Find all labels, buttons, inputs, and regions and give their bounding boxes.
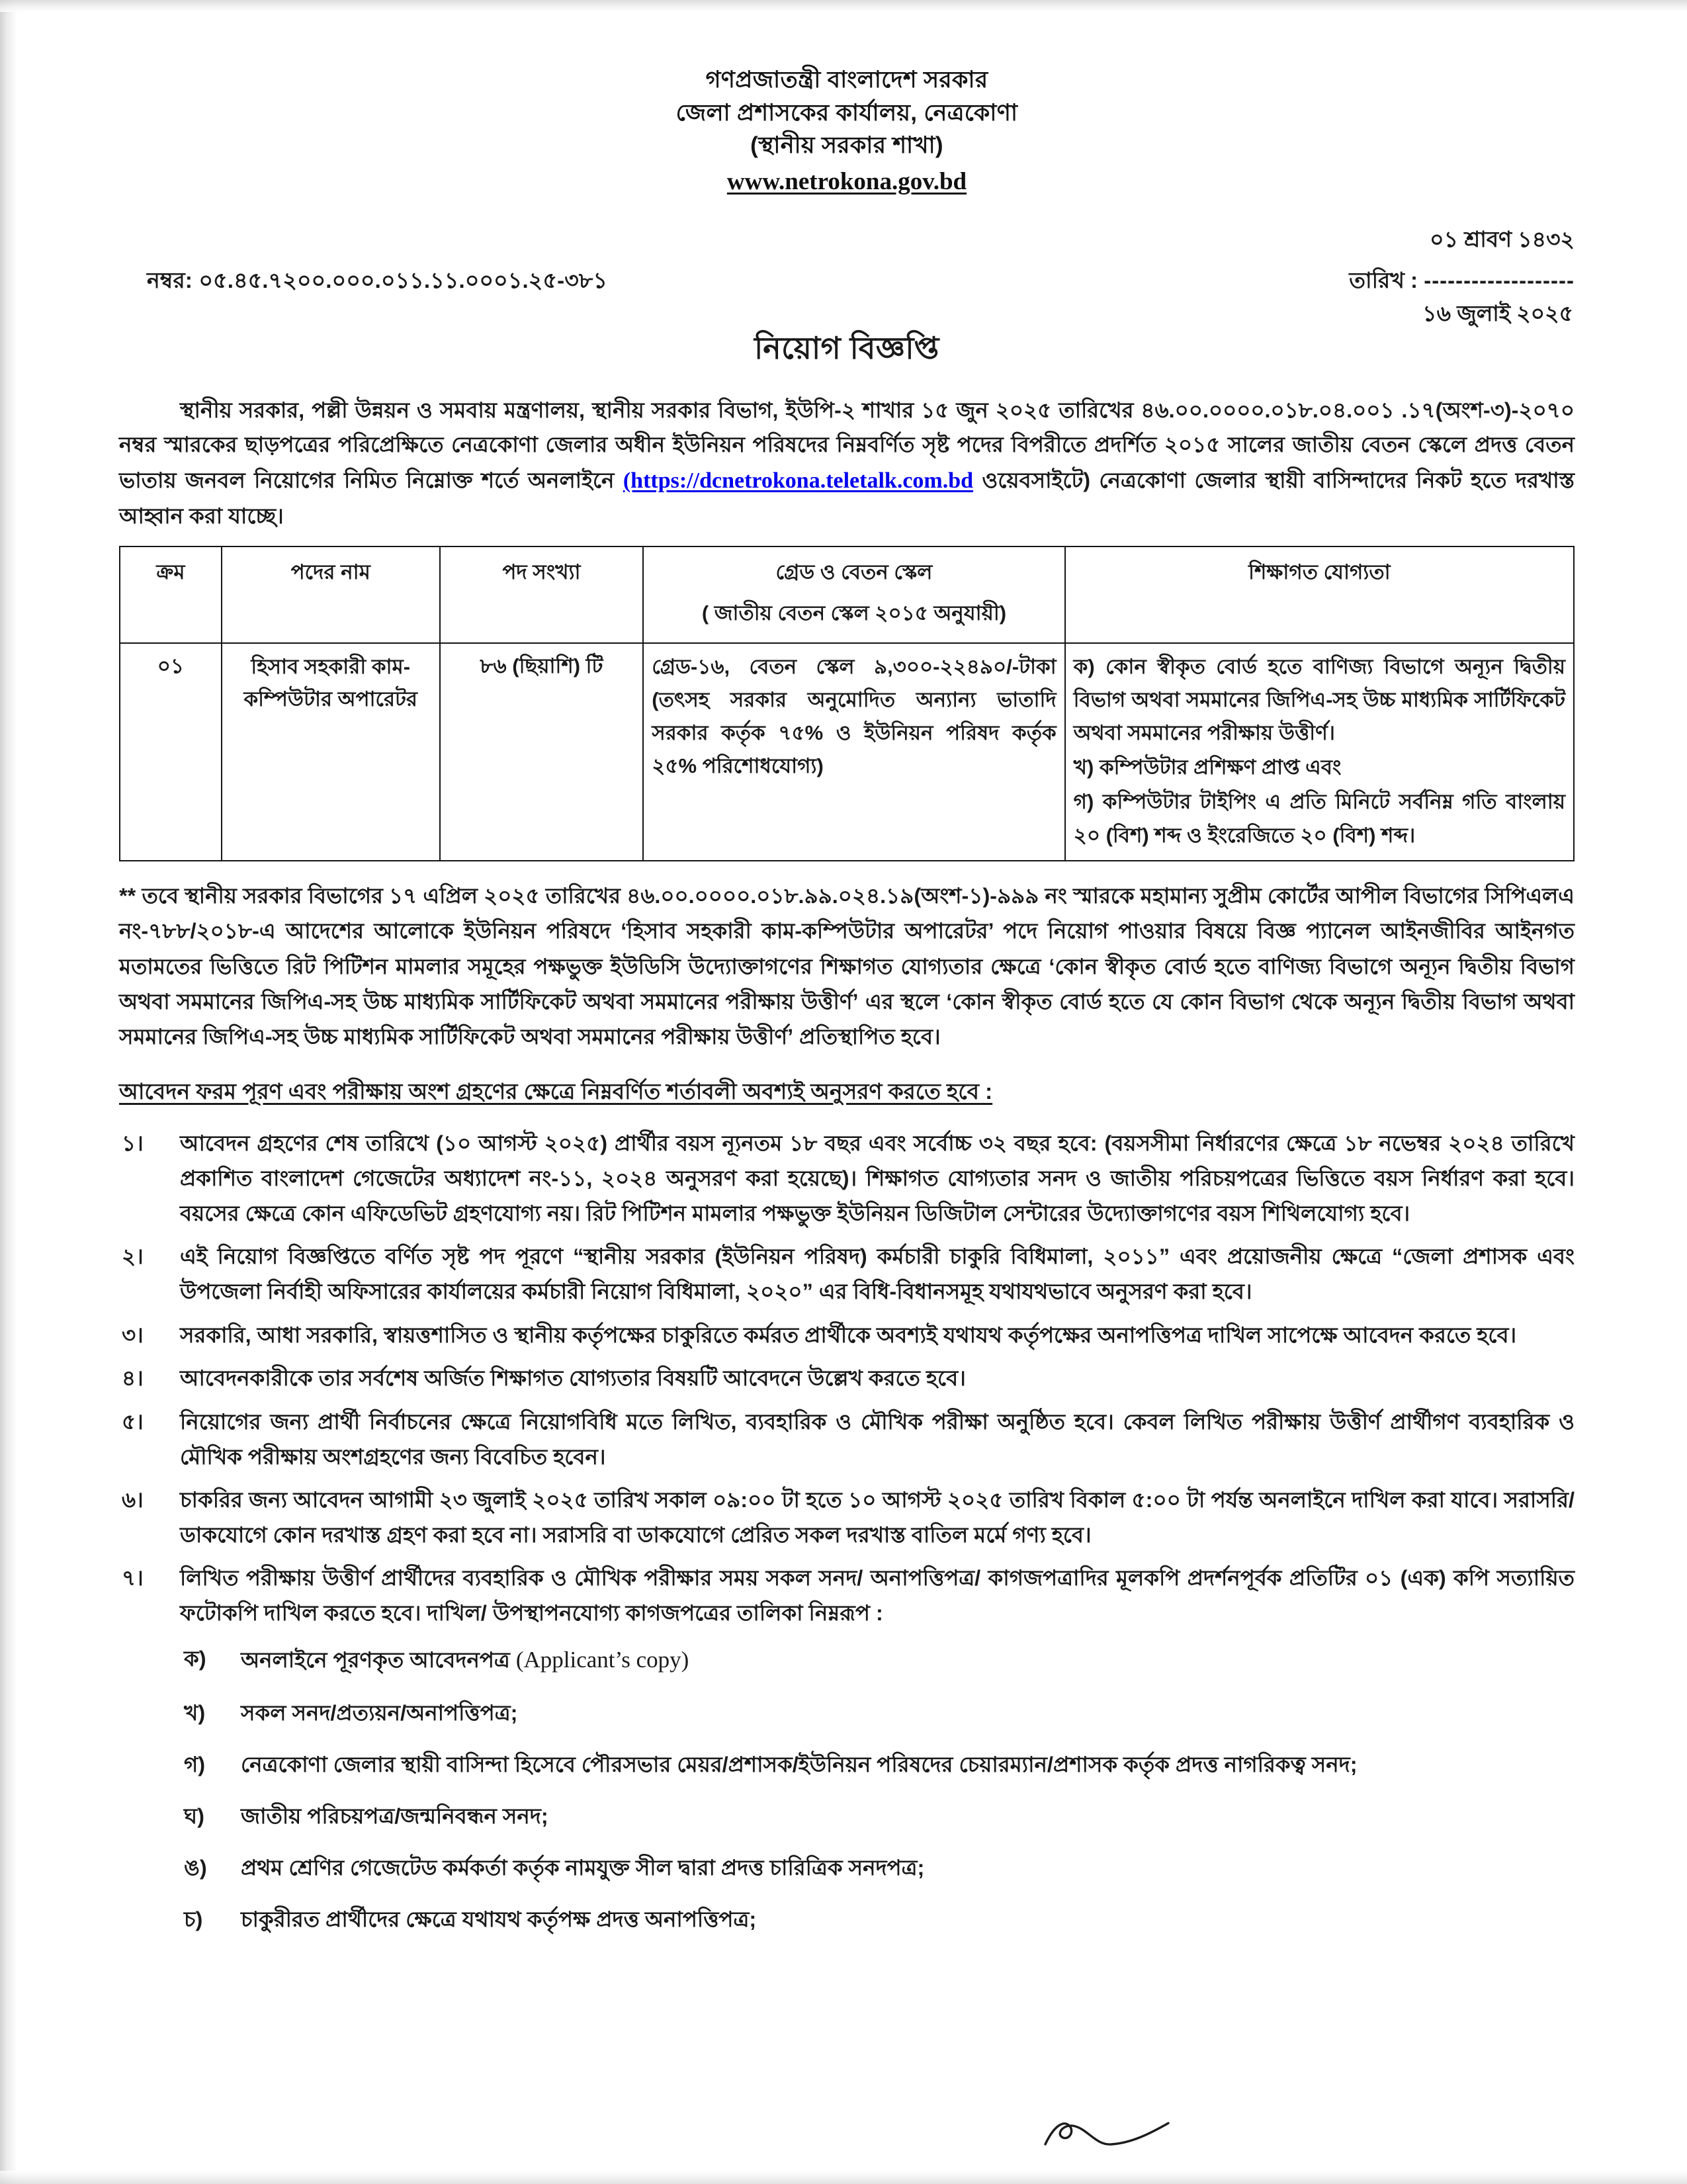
- bangla-calendar-date: ০১ শ্রাবণ ১৪৩২: [1430, 226, 1575, 251]
- memo-date-row: [119, 222, 1575, 326]
- document-item-b: [180, 1696, 1575, 1730]
- document-marker-a: ক): [184, 1646, 206, 1671]
- letterhead-website-link[interactable]: www.netrokona.gov.bd: [726, 168, 967, 196]
- condition-marker-5: ৫।: [122, 1409, 144, 1434]
- condition-marker-2: ২।: [122, 1245, 144, 1269]
- document-text-e: প্রথম শ্রেণির গেজেটেড কর্মকর্তা কর্তৃক নামযুক্ত সীল দ্বারা প্রদত্ত চারিত্রিক সনদপত্র;: [241, 1855, 925, 1880]
- document-text-c: নেত্রকোণা জেলার স্থায়ী বাসিন্দা হিসেবে পৌরসভার মেয়র/প্রশাসক/ইউনিয়ন পরিষদের চেয়ারম্যান/প্রশাসক কর্তৃক প্রদত্ত নাগরিকত্ব সনদ;: [241, 1752, 1358, 1776]
- condition-bold-1: রিট পিটিশন মামলার পক্ষভুক্ত ইউনিয়ন ডিজিটাল সেন্টারের উদ্যোক্তাগণের বয়স শিথিলযোগ্য হবে।: [586, 1201, 1410, 1225]
- cell-post-count: ৮৬ (ছিয়াশি) টি: [440, 643, 644, 861]
- conditions-list: [119, 1126, 1575, 1936]
- condition-text-4: আবেদনকারীকে তার সর্বশেষ অর্জিত শিক্ষাগত যোগ্যতার বিষয়টি আবেদনে উল্লেখ করতে হবে।: [180, 1366, 966, 1391]
- document-text-a: অনলাইনে পূরণকৃত আবেদনপত্র: [241, 1647, 516, 1672]
- qualification-item-c: গ) কম্পিউটার টাইপিং এ প্রতি মিনিটে সর্বনিম্ন গতি বাংলায় ২০ (বিশ) শব্দ ও ইংরেজিতে ২০ (বিশ) শব্দ।: [1073, 790, 1565, 847]
- note-bold-old-qualification: ‘কোন স্বীকৃত বোর্ড হতে বাণিজ্য বিভাগে অন্যূন দ্বিতীয় বিভাগ অথবা সমমানের জিপিএ-সহ উচ্চ মাধ্যমিক সার্টিফিকেট অথবা সমমানের পরীক্ষায় উত্তীর্ণ’: [119, 954, 1575, 1014]
- document-text-d: জাতীয় পরিচয়পত্র/জন্মনিবন্ধন সনদ;: [241, 1804, 548, 1828]
- page-title: নিয়োগ বিজ্ঞপ্তি: [754, 330, 939, 365]
- cell-serial: ০১: [120, 643, 222, 861]
- column-header-serial: ক্রম: [120, 546, 222, 643]
- condition-text-2: এই নিয়োগ বিজ্ঞপ্তিতে বর্ণিত সৃষ্ট পদ পূরণে “স্থানীয় সরকার (ইউনিয়ন পরিষদ) কর্মচারী চাকুরি বিধিমালা, ২০১১” এবং প্রয়োজনীয় ক্ষেত্রে “জেলা প্রশাসক এবং উপজেলা নির্বাহী অফিসারের কার্যালয়ের কর্মচারী নিয়োগ বিধিমালা, ২০২০” এর বিধি-বিধানসমূহ যথাযথভাবে অনুসরণ করা হবে।: [180, 1245, 1575, 1303]
- condition-item-2: [119, 1239, 1575, 1309]
- condition-item-3: [119, 1318, 1575, 1353]
- column-header-grade-scale-main: গ্রেড ও বেতন স্কেল: [775, 560, 933, 584]
- note-text-part-2: এর স্থলে: [858, 989, 947, 1014]
- condition-item-4: [119, 1361, 1575, 1396]
- document-item-d: [180, 1799, 1575, 1833]
- intro-text-part-2: ওয়েবসাইটে) নেত্রকোণা জেলার স্থায়ী বাসিন্দাদের নিকট হতে দরখাস্ত আহ্বান করা যাচ্ছে।: [119, 468, 1575, 528]
- conditions-heading: আবেদন ফরম পূরণ এবং পরীক্ষায় অংশ গ্রহণের ক্ষেত্রে নিম্নবর্ণিত শর্তাবলী অবশ্যই অনুসরণ করতে হবে :: [119, 1079, 993, 1104]
- document-text-f: চাকুরীরত প্রার্থীদের ক্ষেত্রে যথাযথ কর্তৃপক্ষ প্রদত্ত অনাপত্তিপত্র;: [241, 1907, 757, 1931]
- document-text-b: সকল সনদ/প্রত্যয়ন/অনাপত্তিপত্র;: [241, 1700, 518, 1725]
- letterhead-branch-line: (স্থানীয় সরকার শাখা): [750, 132, 943, 159]
- note-text-part-1: ** তবে স্থানীয় সরকার বিভাগের ১৭ এপ্রিল ২০২৫ তারিখের ৪৬.০০.০০০০.০১৮.৯৯.০২৪.১৯(অংশ-১)-৯৯৯ নং স্মারকে মহামান্য সুপ্রীম কোর্টের আপীল বিভাগের সিপিএলএ নং-৭৮৮/২০১৮-এ আদেশের আলোকে ইউনিয়ন পরিষদে ‘হিসাব সহকারী কাম-কম্পিউটার অপারেটর’ পদে নিয়োগ পাওয়ার বিষয়ে বিজ্ঞ প্যানেল আইনজীবির আইনগত মতামতের ভিত্তিতে রিট পিটিশন মামলার সমূহের পক্ষভুক্ত ইউডিসি উদ্যোক্তাগণের শিক্ষাগত যোগ্যতার ক্ষেত্রে: [119, 883, 1575, 979]
- condition-text-7: লিখিত পরীক্ষায় উত্তীর্ণ প্রার্থীদের ব্যবহারিক ও মৌখিক পরীক্ষার সময় সকল সনদ/ অনাপত্তিপত্র/ কাগজপত্রাদির মূলকপি প্রদর্শনপূর্বক প্রতিটির ০১ (এক) কপি সত্যায়িত ফটোকপি দাখিল করতে হবে। দাখিল/ উপস্থাপনযোগ্য কাগজপত্রের তালিকা নিম্নরূপ :: [180, 1566, 1575, 1626]
- required-documents-list: [180, 1641, 1575, 1937]
- document-item-f: [180, 1902, 1575, 1937]
- date-blank-dashes: -------------------: [1424, 267, 1575, 292]
- qualification-item-a: ক) কোন স্বীকৃত বোর্ড হতে বাণিজ্য বিভাগে অন্যূন দ্বিতীয় বিভাগ অথবা সমমানের জিপিএ-সহ উচ্চ মাধ্যমিক সার্টিফিকেট অথবা সমমানের পরীক্ষায় উত্তীর্ণ।: [1073, 654, 1565, 745]
- document-marker-d: ঘ): [184, 1804, 204, 1828]
- table-header-row: [120, 546, 1574, 643]
- table-row: [120, 643, 1574, 861]
- handwritten-signature-mark: [1032, 2107, 1178, 2160]
- condition-marker-4: ৪।: [122, 1366, 144, 1391]
- supreme-court-note-paragraph: [119, 879, 1575, 1055]
- cell-post-name: হিসাব সহকারী কাম-কম্পিউটার অপারেটর: [222, 643, 440, 861]
- document-applicant-copy-label: (Applicant’s copy): [515, 1646, 689, 1673]
- memo-number: নম্বর: ০৫.৪৫.৭২০০.০০০.০১১.১১.০০০১.২৫-৩৮১: [147, 267, 608, 292]
- letterhead-government-line: গণপ্রজাতন্ত্রী বাংলাদেশ সরকার: [705, 67, 988, 93]
- document-marker-f: চ): [184, 1907, 203, 1931]
- condition-item-7: [119, 1561, 1575, 1936]
- document-marker-b: খ): [184, 1700, 206, 1725]
- letterhead: [119, 64, 1575, 200]
- condition-text-1: আবেদন গ্রহণের শেষ তারিখে (১০ আগস্ট ২০২৫) প্রার্থীর বয়স ন্যূনতম ১৮ বছর এবং সর্বোচ্চ ৩২ বছর হবে: (বয়সসীমা নির্ধারণের ক্ষেত্রে ১৮ নভেম্বর ২০২৪ তারিখে প্রকাশিত বাংলাদেশ গেজেটের অধ্যাদেশ নং-১১, ২০২৪ অনুসরণ করা হয়েছে)। শিক্ষাগত যোগ্যতার সনদ ও জাতীয় পরিচয়পত্রের ভিত্তিতে বয়স নির্ধারণ করা হবে। বয়সের ক্ষেত্রে কোন এফিডেভিট গ্রহণযোগ্য নয়।: [180, 1131, 1575, 1225]
- condition-text-5: নিয়োগের জন্য প্রার্থী নির্বাচনের ক্ষেত্রে নিয়োগবিধি মতে লিখিত, ব্যবহারিক ও মৌখিক পরীক্ষা অনুষ্ঠিত হবে। কেবল লিখিত পরীক্ষায় উত্তীর্ণ প্রার্থীগণ ব্যবহারিক ও মৌখিক পরীক্ষায় অংশগ্রহণের জন্য বিবেচিত হবেন।: [180, 1409, 1575, 1469]
- column-header-qualification: শিক্ষাগত যোগ্যতা: [1065, 546, 1574, 643]
- condition-marker-7: ৭।: [122, 1566, 144, 1591]
- column-header-post-count: পদ সংখ্যা: [440, 546, 644, 643]
- document-item-c: [180, 1747, 1575, 1782]
- document-item-e: [180, 1851, 1575, 1885]
- qualification-item-b: খ) কম্পিউটার প্রশিক্ষণ প্রাপ্ত এবং: [1073, 756, 1342, 779]
- note-text-part-3: প্রতিস্থাপিত হবে।: [793, 1025, 941, 1049]
- document-marker-c: গ): [184, 1752, 206, 1776]
- application-portal-link[interactable]: (https://dcnetrokona.teletalk.com.bd: [623, 468, 974, 493]
- condition-marker-1: ১।: [122, 1131, 144, 1156]
- condition-marker-6: ৬।: [122, 1488, 144, 1512]
- condition-item-5: [119, 1405, 1575, 1474]
- condition-item-6: [119, 1483, 1575, 1552]
- condition-marker-3: ৩।: [122, 1323, 144, 1347]
- scan-edge-shading-bottom: [0, 2171, 1687, 2184]
- note-bold-new-qualification: ‘কোন স্বীকৃত বোর্ড হতে যে কোন বিভাগ থেকে অন্যূন দ্বিতীয় বিভাগ অথবা সমমানের জিপিএ-সহ উচ্চ মাধ্যমিক সার্টিফিকেট অথবা সমমানের পরীক্ষায় উত্তীর্ণ’: [119, 989, 1575, 1049]
- date-field: [1349, 263, 1575, 300]
- date-label: তারিখ :: [1349, 267, 1418, 292]
- column-header-post-name: পদের নাম: [222, 546, 440, 643]
- cell-grade-scale: গ্রেড-১৬, বেতন স্কেল ৯,৩০০-২২৪৯০/-টাকা (তৎসহ সরকার অনুমোদিত অন্যান্য ভাতাদি সরকার কর্তৃক ৭৫% ও ইউনিয়ন পরিষদ কর্তৃক ২৫% পরিশোধযোগ্য): [643, 643, 1064, 861]
- post-details-table: [119, 546, 1575, 861]
- intro-paragraph: [119, 393, 1575, 534]
- cell-qualification: [1065, 643, 1574, 861]
- letterhead-office-line: জেলা প্রশাসকের কার্যালয়, নেত্রকোণা: [675, 99, 1018, 126]
- condition-item-1: [119, 1126, 1575, 1231]
- english-calendar-date: ১৬ জুলাই ২০২৫: [1422, 300, 1573, 326]
- condition-text-3: সরকারি, আধা সরকারি, স্বায়ত্তশাসিত ও স্থানীয় কর্তৃপক্ষের চাকুরিতে কর্মরত প্রার্থীকে অবশ্যই যথাযথ কর্তৃপক্ষের অনাপত্তিপত্র দাখিল সাপেক্ষে আবেদন করতে হবে।: [180, 1323, 1517, 1347]
- condition-text-6: চাকরির জন্য আবেদন আগামী ২৩ জুলাই ২০২৫ তারিখ সকাল ০৯:০০ টা হতে ১০ আগস্ট ২০২৫ তারিখ বিকাল ৫:০০ টা পর্যন্ত অনলাইনে দাখিল করা যাবে। সরাসরি/ ডাকযোগে কোন দরখাস্ত গ্রহণ করা হবে না। সরাসরি বা ডাকযোগে প্রেরিত সকল দরখাস্ত বাতিল মর্মে গণ্য হবে।: [180, 1488, 1575, 1547]
- document-marker-e: ঙ): [184, 1855, 207, 1880]
- column-header-grade-scale-sub: ( জাতীয় বেতন স্কেল ২০১৫ অনুযায়ী): [701, 601, 1007, 625]
- document-item-a: [180, 1641, 1575, 1679]
- column-header-grade-scale: [643, 546, 1064, 643]
- intro-text-part-1: স্থানীয় সরকার, পল্লী উন্নয়ন ও সমবায় মন্ত্রণালয়, স্থানীয় সরকার বিভাগ, ইউপি-২ শাখার ১৫ জুন ২০২৫ তারিখের ৪৬.০০.০০০০.০১৮.০৪.০০১ .১৭(অংশ-৩)-২০৭০ নম্বর স্মারকের ছাড়পত্রের পরিপ্রেক্ষিতে নেত্রকোণা জেলার অধীন ইউনিয়ন পরিষদের নিম্নবর্ণিত সৃষ্ট পদের বিপরীতে প্রদর্শিত ২০১৫ সালের জাতীয় বেতন স্কেলে প্রদত্ত বেতন ভাতায় জনবল নিয়োগের নিমিত নিম্নোক্ত শর্তে অনলাইনে: [119, 398, 1575, 492]
